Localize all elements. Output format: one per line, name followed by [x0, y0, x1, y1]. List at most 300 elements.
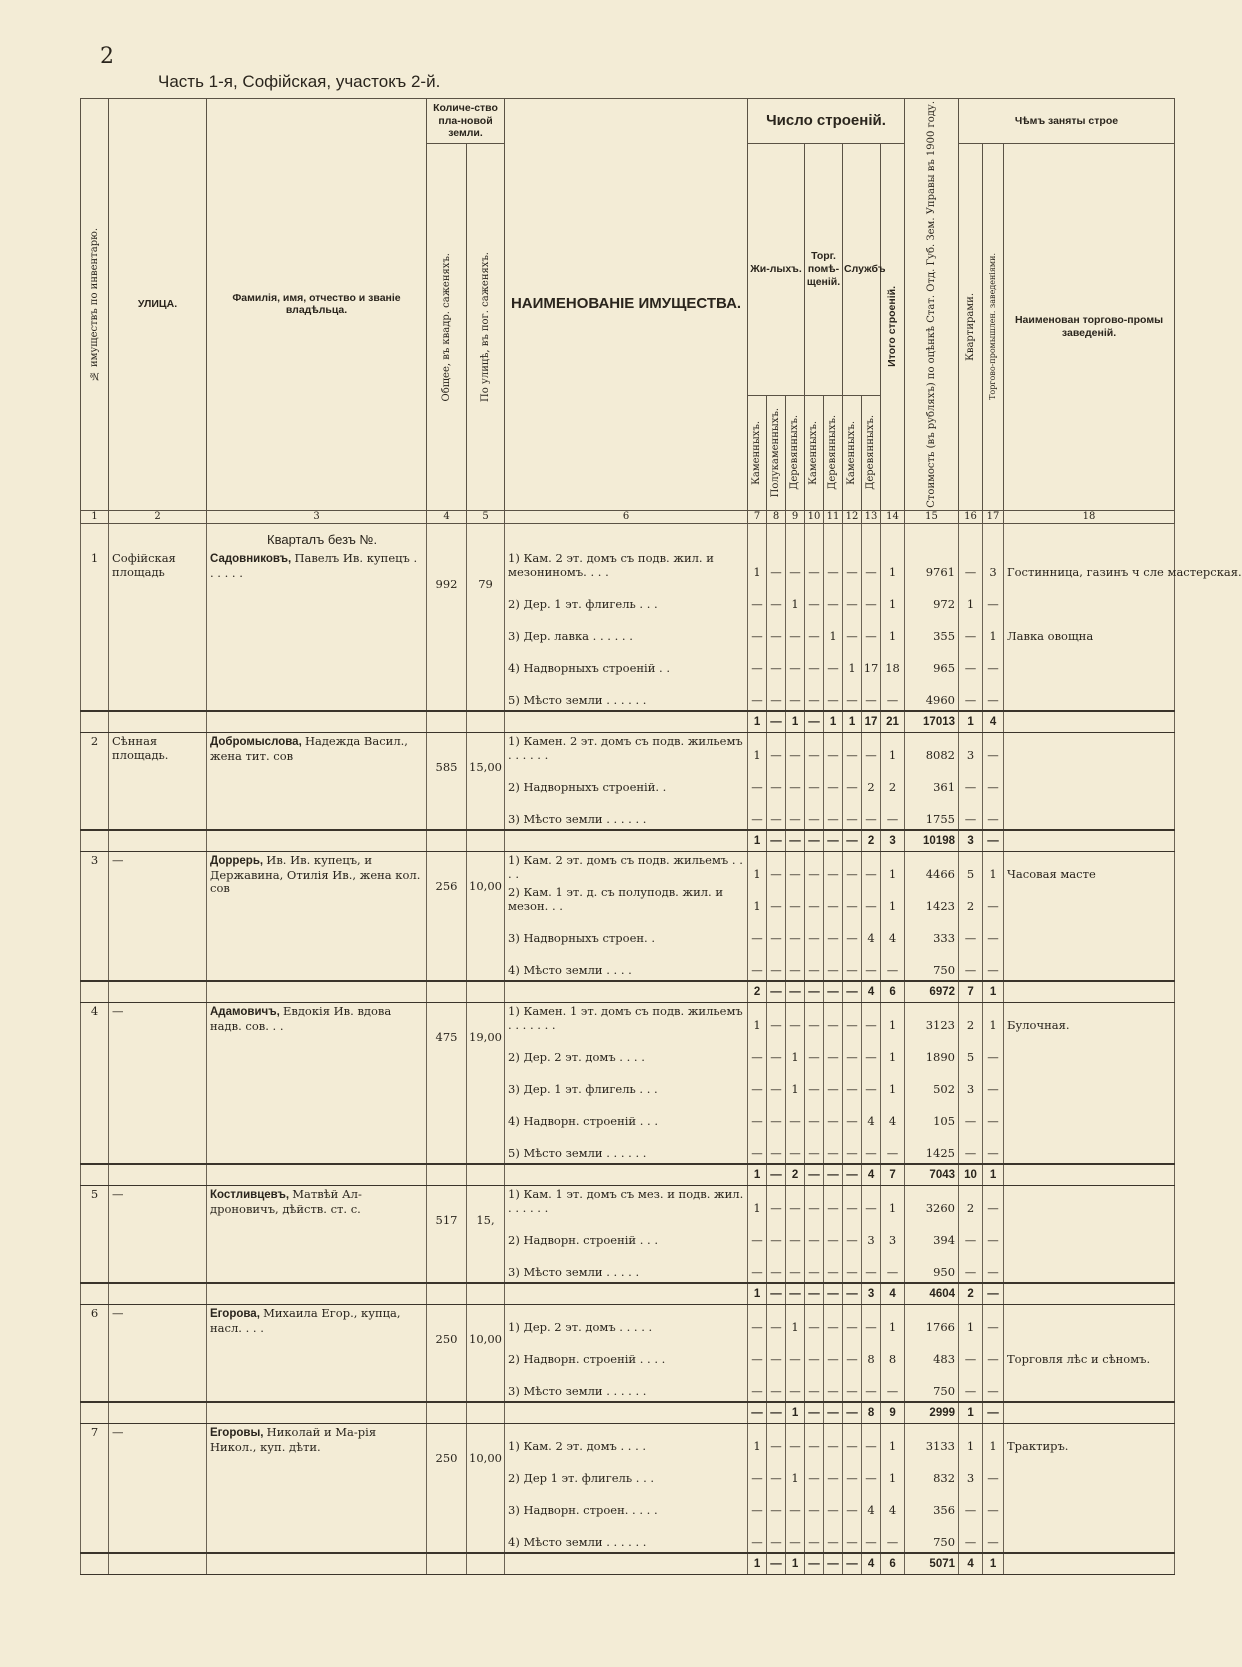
property-item	[505, 948, 748, 981]
total-building-count: 3	[862, 1283, 881, 1305]
value-rubles: 950	[905, 1250, 959, 1283]
apartments-count: —	[959, 1369, 983, 1402]
building-count: —	[805, 851, 824, 884]
entry-total-row	[81, 1164, 1175, 1186]
building-count: —	[748, 1520, 767, 1553]
property-item-text: 2) Дер. 2 эт. домъ . . . .	[508, 1049, 645, 1064]
building-count: —	[748, 582, 767, 614]
total-value: 17013	[905, 711, 959, 733]
property-item-text: 3) Мѣсто земли . . . . . .	[508, 811, 647, 826]
item-row	[81, 851, 1175, 884]
value-rubles: 4466	[905, 851, 959, 884]
empty-cell	[207, 1402, 427, 1424]
building-count: —	[862, 1456, 881, 1488]
empty-cell	[427, 1553, 467, 1575]
building-count: —	[767, 550, 786, 582]
trade-name: Гостинница, газинъ ч сле мастерская.	[1004, 550, 1175, 582]
building-count: —	[824, 1304, 843, 1337]
empty-cell	[81, 1402, 109, 1424]
value-rubles: 750	[905, 1369, 959, 1402]
total-buildings: —	[881, 678, 905, 711]
owner-details: Матвѣй Ал-дроновичъ, дѣйств. ст. с.	[210, 1186, 362, 1216]
trade-est-count: 1	[983, 1002, 1004, 1035]
empty-cell	[427, 1402, 467, 1424]
owner	[207, 1002, 427, 1164]
owner-details: Николай и Ма-рія Никол., куп. дѣти.	[210, 1424, 377, 1454]
property-item-text: 1) Кам. 1 эт. домъ съ мез. и подв. жил. . . . . . .	[508, 1187, 744, 1215]
building-count: —	[767, 732, 786, 765]
building-count: —	[767, 1520, 786, 1553]
property-item-text: 2) Надворн. строеній . . .	[508, 1232, 659, 1247]
building-count: —	[824, 1002, 843, 1035]
building-count: —	[862, 851, 881, 884]
building-count: —	[862, 1250, 881, 1283]
trade-est-count: —	[983, 916, 1004, 948]
inventory-no: 1	[81, 550, 109, 711]
building-count: —	[805, 1002, 824, 1035]
building-count: —	[805, 1099, 824, 1131]
building-count: —	[824, 1520, 843, 1553]
property-register-table	[80, 98, 1242, 1575]
building-count: —	[748, 1337, 767, 1369]
building-count: —	[824, 1035, 843, 1067]
street-name: —	[109, 851, 207, 981]
property-item-text: 4) Надворн. строеній . . .	[508, 1113, 659, 1128]
page-number: 2	[100, 44, 114, 69]
apartments-count: —	[959, 765, 983, 797]
apartments-count: 1	[959, 582, 983, 614]
col-land-total: Общее, въ квадр. саженяхъ.	[427, 144, 467, 511]
value-rubles: 750	[905, 1520, 959, 1553]
total-buildings-sum: 6	[881, 1553, 905, 1575]
trade-name	[1004, 1099, 1175, 1131]
building-count: —	[805, 1337, 824, 1369]
building-count: —	[824, 1185, 843, 1218]
column-number: 2	[109, 510, 207, 523]
empty-cell	[81, 1553, 109, 1575]
building-count: —	[786, 646, 805, 678]
total-buildings: —	[881, 797, 905, 830]
property-item	[505, 1131, 748, 1164]
total-building-count: —	[767, 1402, 786, 1424]
trade-est-count: —	[983, 1520, 1004, 1553]
col-service-wooden: Деревянныхъ.	[862, 395, 881, 510]
apartments-count: 1	[959, 1423, 983, 1456]
empty-cell	[505, 981, 748, 1003]
total-building-count: —	[767, 830, 786, 852]
trade-name	[1004, 916, 1175, 948]
inventory-no: 5	[81, 1185, 109, 1283]
total-buildings: 1	[881, 732, 905, 765]
col-occupied-group: Чѣмъ заняты строе	[959, 99, 1175, 144]
empty-cell	[467, 1553, 505, 1575]
col-service-stone: Каменныхъ.	[843, 395, 862, 510]
total-buildings: 2	[881, 765, 905, 797]
empty-cell	[109, 830, 207, 852]
trade-est-count: —	[983, 1250, 1004, 1283]
total-building-count: 1	[748, 1553, 767, 1575]
total-buildings: 3	[881, 1218, 905, 1250]
total-building-count: 1	[748, 711, 767, 733]
building-count: —	[824, 646, 843, 678]
value-rubles: 105	[905, 1099, 959, 1131]
total-apartments: 3	[959, 830, 983, 852]
empty-cell	[427, 523, 467, 550]
value-rubles: 1425	[905, 1131, 959, 1164]
property-item-text: 2) Кам. 1 эт. д. съ полуподв. жил. и мезон. . .	[508, 885, 724, 913]
property-item	[505, 1423, 748, 1456]
building-count: 1	[748, 851, 767, 884]
total-buildings: 1	[881, 851, 905, 884]
empty-cell	[1004, 523, 1175, 550]
col-trade-est: Торгово-промышлен. заведеніями.	[983, 144, 1004, 511]
building-count: —	[748, 765, 767, 797]
empty-cell	[824, 523, 843, 550]
total-value: 4604	[905, 1283, 959, 1305]
total-buildings: 4	[881, 916, 905, 948]
land-total: 517	[427, 1185, 467, 1283]
col-land-group: Количе-ство пла-новой земли.	[427, 99, 505, 144]
building-count: —	[805, 646, 824, 678]
total-buildings: 1	[881, 1067, 905, 1099]
building-count: —	[767, 582, 786, 614]
value-rubles: 355	[905, 614, 959, 646]
building-count: —	[862, 1423, 881, 1456]
apartments-count: 3	[959, 732, 983, 765]
value-rubles: 394	[905, 1218, 959, 1250]
building-count: —	[824, 851, 843, 884]
building-count: —	[805, 1218, 824, 1250]
trade-est-count: —	[983, 1218, 1004, 1250]
building-count: —	[786, 614, 805, 646]
land-street: 10,00	[467, 1304, 505, 1402]
inventory-no: 6	[81, 1304, 109, 1402]
trade-name	[1004, 1488, 1175, 1520]
value-rubles: 3133	[905, 1423, 959, 1456]
column-number: 11	[824, 510, 843, 523]
empty-cell	[109, 711, 207, 733]
value-rubles: 333	[905, 916, 959, 948]
quarter-title: Кварталъ безъ №.	[207, 523, 427, 550]
empty-cell	[505, 1164, 748, 1186]
trade-name	[1004, 1218, 1175, 1250]
building-count: —	[767, 1337, 786, 1369]
building-count: —	[862, 1185, 881, 1218]
total-building-count: —	[824, 1402, 843, 1424]
building-count: —	[824, 1131, 843, 1164]
property-item	[505, 765, 748, 797]
building-count: —	[748, 1304, 767, 1337]
total-building-count: —	[786, 1283, 805, 1305]
total-buildings: —	[881, 1369, 905, 1402]
empty-cell	[748, 523, 767, 550]
building-count: —	[786, 1250, 805, 1283]
total-buildings: —	[881, 1520, 905, 1553]
building-count: —	[786, 1131, 805, 1164]
total-apartments: 4	[959, 1553, 983, 1575]
total-building-count: 4	[862, 1164, 881, 1186]
building-count: —	[805, 1456, 824, 1488]
total-building-count: 1	[843, 711, 862, 733]
building-count: —	[862, 1131, 881, 1164]
property-item	[505, 550, 748, 582]
building-count: —	[862, 1002, 881, 1035]
trade-est-count: —	[983, 797, 1004, 830]
building-count: —	[805, 1488, 824, 1520]
building-count: 1	[748, 1002, 767, 1035]
value-rubles: 361	[905, 765, 959, 797]
total-buildings: 1	[881, 1456, 905, 1488]
property-item	[505, 646, 748, 678]
property-item-text: 1) Кам. 2 эт. домъ съ подв. жильемъ . . . .	[508, 853, 743, 881]
building-count: —	[748, 614, 767, 646]
item-row	[81, 1304, 1175, 1337]
street-name: —	[109, 1185, 207, 1283]
building-count: —	[767, 851, 786, 884]
building-count: —	[824, 1369, 843, 1402]
land-street: 15,	[467, 1185, 505, 1283]
empty-cell	[81, 1283, 109, 1305]
street-name: —	[109, 1423, 207, 1553]
col-apartments: Квартирами.	[959, 144, 983, 511]
building-count: —	[805, 550, 824, 582]
empty-cell	[207, 711, 427, 733]
building-count: —	[862, 884, 881, 916]
property-item-text: 1) Камен. 1 эт. домъ съ подв. жильемъ . . . . . . .	[508, 1004, 743, 1032]
land-street: 10,00	[467, 851, 505, 981]
property-item	[505, 916, 748, 948]
trade-est-count: 3	[983, 550, 1004, 582]
total-buildings: 4	[881, 1099, 905, 1131]
total-apartments: 7	[959, 981, 983, 1003]
col-trade-wooden: Деревянныхъ.	[824, 395, 843, 510]
value-rubles: 832	[905, 1456, 959, 1488]
building-count: —	[862, 614, 881, 646]
col-value: Стоимость (въ рубляхъ) по оцѣнкѣ Стат. Отд. Губ. Зем. Управы въ 1900 году.	[905, 99, 959, 511]
owner-name: Доррерь,	[210, 854, 267, 867]
total-building-count: 1	[786, 1553, 805, 1575]
building-count: —	[843, 916, 862, 948]
column-number: 3	[207, 510, 427, 523]
inventory-no: 2	[81, 732, 109, 830]
building-count: —	[786, 1520, 805, 1553]
building-count: —	[786, 797, 805, 830]
building-count: —	[767, 1423, 786, 1456]
owner-name: Костливцевъ,	[210, 1188, 293, 1201]
building-count: —	[862, 1304, 881, 1337]
total-building-count: 1	[748, 1283, 767, 1305]
building-count: —	[748, 1035, 767, 1067]
street-name: —	[109, 1304, 207, 1402]
empty-cell	[1004, 830, 1175, 852]
empty-cell	[427, 1283, 467, 1305]
building-count: —	[843, 765, 862, 797]
empty-cell	[1004, 1402, 1175, 1424]
property-item	[505, 1488, 748, 1520]
building-count: —	[824, 550, 843, 582]
total-value: 10198	[905, 830, 959, 852]
property-item	[505, 884, 748, 916]
empty-cell	[427, 711, 467, 733]
apartments-count: 5	[959, 1035, 983, 1067]
building-count: —	[805, 1520, 824, 1553]
col-trade: Торг. помѣ-щеній.	[805, 144, 843, 396]
total-trade-est: 1	[983, 1553, 1004, 1575]
property-item-text: 1) Кам. 2 эт. домъ съ подв. жил. и мезониномъ. . . .	[508, 551, 714, 579]
property-item	[505, 851, 748, 884]
trade-name	[1004, 732, 1175, 765]
apartments-count: —	[959, 797, 983, 830]
col-property: НАИМЕНОВАНІЕ ИМУЩЕСТВА.	[505, 99, 748, 511]
street-name: Софійская площадь	[109, 550, 207, 711]
total-building-count: 1	[748, 1164, 767, 1186]
inventory-no: 7	[81, 1423, 109, 1553]
entry-total-row	[81, 830, 1175, 852]
trade-name: Лавка овощна	[1004, 614, 1175, 646]
apartments-count: —	[959, 550, 983, 582]
total-building-count: 2	[748, 981, 767, 1003]
building-count: —	[843, 678, 862, 711]
building-count: —	[862, 948, 881, 981]
land-street: 19,00	[467, 1002, 505, 1164]
empty-cell	[843, 523, 862, 550]
value-rubles: 972	[905, 582, 959, 614]
property-item	[505, 732, 748, 765]
building-count: —	[824, 1337, 843, 1369]
total-building-count: —	[805, 981, 824, 1003]
total-buildings: 1	[881, 1185, 905, 1218]
building-count: —	[805, 678, 824, 711]
apartments-count: 3	[959, 1067, 983, 1099]
building-count: 1	[748, 1423, 767, 1456]
column-number: 17	[983, 510, 1004, 523]
apartments-count: —	[959, 1250, 983, 1283]
property-item-text: 3) Дер. 1 эт. флигель . . .	[508, 1081, 658, 1096]
building-count: —	[805, 948, 824, 981]
empty-cell	[505, 523, 748, 550]
col-trade-name: Наименован торгово-промы заведеній.	[1004, 144, 1175, 511]
apartments-count: 2	[959, 1002, 983, 1035]
empty-cell	[505, 830, 748, 852]
building-count: —	[767, 1099, 786, 1131]
building-count: —	[843, 1488, 862, 1520]
empty-cell	[959, 523, 983, 550]
building-count: —	[862, 1067, 881, 1099]
trade-est-count: —	[983, 1369, 1004, 1402]
property-item	[505, 678, 748, 711]
building-count: —	[824, 678, 843, 711]
property-item-text: 2) Надворн. строеній . . . .	[508, 1351, 666, 1366]
total-building-count: —	[805, 711, 824, 733]
trade-est-count: —	[983, 1456, 1004, 1488]
total-buildings: 1	[881, 1304, 905, 1337]
empty-cell	[905, 523, 959, 550]
building-count: 4	[862, 1488, 881, 1520]
apartments-count: 1	[959, 1304, 983, 1337]
building-count: —	[824, 1099, 843, 1131]
total-building-count: —	[767, 1553, 786, 1575]
building-count: 3	[862, 1218, 881, 1250]
trade-name	[1004, 1035, 1175, 1067]
building-count: —	[767, 916, 786, 948]
building-count: —	[843, 1423, 862, 1456]
empty-cell	[467, 830, 505, 852]
item-row	[81, 1002, 1175, 1035]
column-number: 18	[1004, 510, 1175, 523]
trade-est-count: —	[983, 582, 1004, 614]
building-count: 1	[748, 884, 767, 916]
building-count: —	[748, 1067, 767, 1099]
total-building-count: —	[824, 981, 843, 1003]
owner-details: Михаила Егор., купца, насл. . . .	[210, 1305, 401, 1335]
building-count: —	[843, 1218, 862, 1250]
property-item-text: 5) Мѣсто земли . . . . . .	[508, 1145, 647, 1160]
building-count: —	[786, 851, 805, 884]
building-count: —	[862, 1520, 881, 1553]
property-item-text: 2) Дер 1 эт. флигель . . .	[508, 1470, 655, 1485]
building-count: —	[824, 884, 843, 916]
empty-cell	[207, 1164, 427, 1186]
col-owner: Фамилія, имя, отчество и званіе владѣльца.	[207, 99, 427, 511]
total-building-count: —	[843, 1164, 862, 1186]
owner	[207, 1185, 427, 1283]
building-count: 1	[786, 1067, 805, 1099]
value-rubles: 1766	[905, 1304, 959, 1337]
building-count: —	[767, 1456, 786, 1488]
total-building-count: —	[767, 1283, 786, 1305]
property-item-text: 1) Дер. 2 эт. домъ . . . . .	[508, 1319, 653, 1334]
total-building-count: —	[824, 830, 843, 852]
empty-cell	[467, 1283, 505, 1305]
building-count: —	[767, 646, 786, 678]
building-count: —	[748, 678, 767, 711]
total-building-count: —	[767, 981, 786, 1003]
property-item	[505, 1456, 748, 1488]
value-rubles: 9761	[905, 550, 959, 582]
trade-est-count: 1	[983, 614, 1004, 646]
property-item	[505, 614, 748, 646]
col-trade-stone: Каменныхъ.	[805, 395, 824, 510]
building-count: —	[748, 916, 767, 948]
total-building-count: 1	[786, 711, 805, 733]
property-item	[505, 1369, 748, 1402]
page-header: Часть 1-я, Софійская, участокъ 2-й.	[158, 72, 441, 91]
owner-details: Евдокія Ив. вдова надв. сов. . .	[210, 1003, 392, 1033]
col-land-street: По улицѣ, въ пог. саженяхъ.	[467, 144, 505, 511]
total-building-count: —	[824, 1283, 843, 1305]
building-count: 2	[862, 765, 881, 797]
building-count: 1	[748, 550, 767, 582]
value-rubles: 3260	[905, 1185, 959, 1218]
apartments-count: —	[959, 948, 983, 981]
empty-cell	[81, 981, 109, 1003]
total-apartments: 2	[959, 1283, 983, 1305]
quarter-row	[81, 523, 1175, 550]
empty-cell	[862, 523, 881, 550]
empty-cell	[81, 1164, 109, 1186]
trade-name	[1004, 1369, 1175, 1402]
owner	[207, 732, 427, 830]
property-item	[505, 1250, 748, 1283]
trade-name	[1004, 1304, 1175, 1337]
building-count: —	[843, 1337, 862, 1369]
building-count: —	[786, 1002, 805, 1035]
total-buildings: —	[881, 1131, 905, 1164]
building-count: —	[843, 1099, 862, 1131]
building-count: —	[805, 884, 824, 916]
building-count: —	[843, 884, 862, 916]
total-building-count: 1	[786, 1402, 805, 1424]
